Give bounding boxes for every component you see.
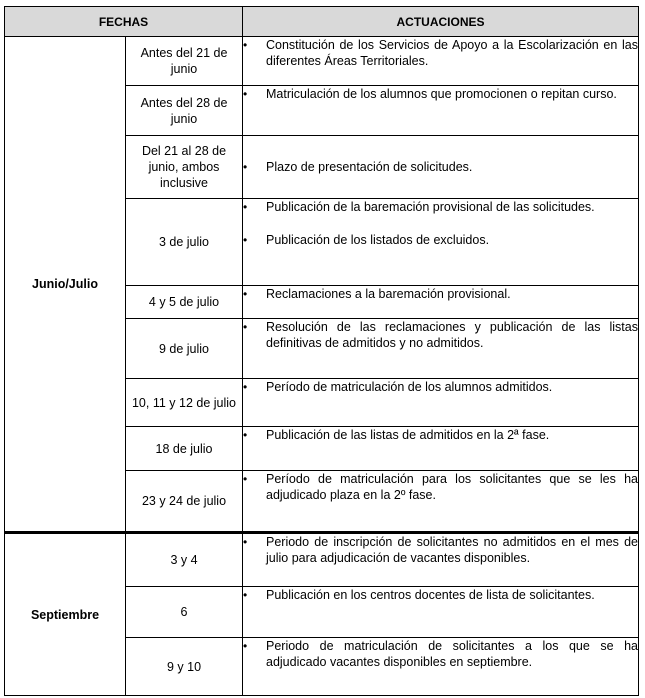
date-cell: 9 y 10 xyxy=(126,638,243,696)
schedule-body xyxy=(5,37,639,696)
actions-cell xyxy=(243,638,639,696)
date-cell: 23 y 24 de julio xyxy=(126,471,243,533)
action-item: • Constitución de los Servicios de Apoyo a la Escolarización en las diferentes Áreas Territoriales. xyxy=(243,37,638,69)
date-cell: 3 y 4 xyxy=(126,533,243,587)
date-cell: Antes del 28 de junio xyxy=(126,86,243,136)
action-item: • Publicación de los listados de excluidos. xyxy=(243,232,638,248)
action-list xyxy=(243,319,638,351)
actions-cell xyxy=(243,533,639,587)
action-list xyxy=(243,638,638,670)
header-actions: ACTUACIONES xyxy=(243,7,639,37)
actions-cell xyxy=(243,199,639,286)
actions-cell xyxy=(243,587,639,638)
action-item: • Período de matriculación de los alumnos admitidos. xyxy=(243,379,638,395)
action-list xyxy=(243,37,638,69)
actions-cell xyxy=(243,471,639,533)
action-list xyxy=(243,471,638,503)
action-item: • Reclamaciones a la baremación provisional. xyxy=(243,286,638,302)
action-item: • Plazo de presentación de solicitudes. xyxy=(243,159,638,175)
date-cell: 3 de julio xyxy=(126,199,243,286)
actions-cell xyxy=(243,379,639,427)
schedule-row xyxy=(5,37,639,86)
table-header-row xyxy=(5,7,639,37)
action-list xyxy=(243,86,638,102)
action-item: • Período de matriculación para los solicitantes que se les ha adjudicado plaza en la 2º fase. xyxy=(243,471,638,503)
section-junio-julio-label: Junio/Julio xyxy=(5,37,126,533)
section-septiembre-label: Septiembre xyxy=(5,533,126,696)
action-list xyxy=(243,286,638,302)
actions-cell xyxy=(243,286,639,319)
schedule-row xyxy=(5,533,639,587)
action-list xyxy=(243,587,638,603)
action-list xyxy=(243,379,638,395)
date-cell: 6 xyxy=(126,587,243,638)
action-item: • Matriculación de los alumnos que promocionen o repitan curso. xyxy=(243,86,638,102)
date-cell: Del 21 al 28 de junio, ambos inclusive xyxy=(126,136,243,199)
action-item: • Publicación de las listas de admitidos en la 2ª fase. xyxy=(243,427,638,443)
actions-cell xyxy=(243,319,639,379)
date-cell: Antes del 21 de junio xyxy=(126,37,243,86)
action-item: • Publicación en los centros docentes de lista de solicitantes. xyxy=(243,587,638,603)
action-list xyxy=(243,159,638,175)
date-cell: 18 de julio xyxy=(126,427,243,471)
actions-cell xyxy=(243,37,639,86)
action-item: • Publicación de la baremación provisional de las solicitudes. xyxy=(243,199,638,215)
header-dates: FECHAS xyxy=(5,7,243,37)
actions-cell xyxy=(243,136,639,199)
schedule-table xyxy=(4,6,639,696)
action-item: • Resolución de las reclamaciones y publicación de las listas definitivas de admitidos y no admitidos. xyxy=(243,319,638,351)
action-item: • Periodo de inscripción de solicitantes no admitidos en el mes de julio para adjudicación de vacantes disponibles. xyxy=(243,534,638,566)
action-list xyxy=(243,427,638,443)
action-list xyxy=(243,534,638,566)
date-cell: 9 de julio xyxy=(126,319,243,379)
action-item: • Periodo de matriculación de solicitantes a los que se ha adjudicado vacantes disponibles en septiembre. xyxy=(243,638,638,670)
actions-cell xyxy=(243,86,639,136)
date-cell: 4 y 5 de julio xyxy=(126,286,243,319)
date-cell: 10, 11 y 12 de julio xyxy=(126,379,243,427)
action-list xyxy=(243,199,638,248)
actions-cell xyxy=(243,427,639,471)
